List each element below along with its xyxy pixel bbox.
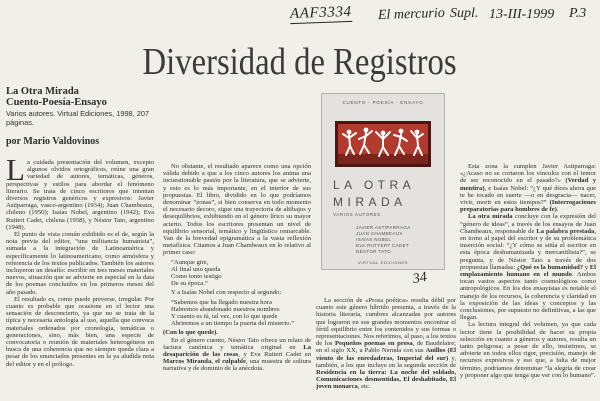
cover-author: NÉSTOR TATO <box>356 249 392 254</box>
article-column-2 <box>163 163 311 397</box>
handwritten-section: Supl. <box>450 6 479 21</box>
cover-author: JAVIER ASTIPARRAGA <box>356 225 411 230</box>
text-run: El resultado es, como puede preverse, irregular. Por cuanto es probable que ocasione en el lector una sensación de desconcierto, ya que no se trata de la típica y necesaria antología al uso, aquella que convoca materiales ordenados por cronología, temáticas o generaciones, sino, más bien, una especie de convocatoria o reunión de materiales heterogéneos en busca de una coherencia que no siempre queda clara a pesar de los enunciados presentes en la ya aludida nota del editor y en el prólogo. <box>6 295 154 368</box>
article-column-1 <box>6 159 154 397</box>
text-run: , de Baudelaire; en el siglo XX, a Pablo Neruda con sus <box>316 340 456 355</box>
verse-line <box>163 259 311 266</box>
cover-publisher: VIRTUAL EDICIONES <box>358 260 408 265</box>
cover-title-line-2: MIRADA <box>333 195 407 209</box>
text-run: Abriremos a un tiempo la puerta del misterio.” <box>171 320 295 328</box>
paragraph <box>163 289 311 296</box>
verse-line <box>163 299 311 306</box>
text-run: Habremos abandonado nuestros nombres <box>171 305 280 313</box>
bold-run: Marcos Miranda, el culpable <box>163 358 246 366</box>
bold-run: La palabra prestada <box>536 227 595 235</box>
cover-author: EVA RUTTERT CADET <box>356 243 410 248</box>
byline: por Mario Valdovinos <box>6 136 100 147</box>
text-run: concluye con la expresión del “género de ideas”, a través de los ensayos de Juan Chambeaux, responsable de <box>460 213 596 235</box>
text-run: y <box>583 263 590 271</box>
paragraph <box>6 159 154 231</box>
verse-line <box>163 313 311 320</box>
text-run: , etc. <box>357 383 371 391</box>
text-run: , en torno al papel del escritor y de su problemática inserción social: “¿Y cómo se sitúa el escritor en esta época deshumanizada y mercantilista?”, se pregunta, y de Néstor Tato a través de dos propuestas llamadas: <box>460 227 596 271</box>
text-run: Como tonto testigo <box>171 273 222 281</box>
article-headline: Diversidad de Registros <box>142 41 458 83</box>
text-run: a cuidada presentación del volumen, excepto algunos olvidos ortográficos, reúne una gran variedad de autores, temáticas, géneros, perspectivas y estilos para abordar el fenómeno literario. Se trata de cinco escritores que intentan diversos registros genéricos y expresivos: Javier Astiparraga, vasco-argentino (1934); Juan Chambeaux, chileno (1950); Isaías Nobel, argentino (1942); Eva Ruttert Cadet, chilena (1958), y Néstor Tato, argentino (1948). <box>6 159 154 231</box>
paragraph <box>460 321 596 379</box>
bold-run: (Con lo que quede). <box>163 329 218 337</box>
text-run: , una muestra de soltura narrativa y de dominio de la anécdota. <box>163 358 311 373</box>
bold-run: Residencia en la tierra: La noche del soldado, Comunicaciones desmentidas, El deshabitado, El joven monarca <box>316 369 456 391</box>
bold-run: Pequeños poemas en prosa <box>334 340 413 348</box>
text-run: , y Eva Ruttert Cadet en <box>238 351 311 359</box>
text-run: y, también, a los que incluye en la segunda sección de <box>316 354 456 369</box>
handwritten-catalog-code: AAF3334 <box>289 3 352 23</box>
verse-line <box>163 280 311 287</box>
cover-author-list <box>356 225 436 255</box>
text-run: La sección de «Prosa poética» resulta débil por cuanto este género híbrido presenta, a través de la historia literaria, cumbres alcanzadas por autores que lograron en sus grandes momentos encontrar el fértil equilibrio entre los contenidos y sus formas o representaciones. Nos referimos, al paso, a los textos de los <box>316 297 456 348</box>
bold-run: La otra mirada <box>468 213 513 221</box>
text-run: , e Isaías Nobel: “¿Y qué dices ahora que te he tocado en suerte —o en desgracia— nacer, vivir, morir en estos tiempos?” <box>460 184 596 207</box>
text-run: “Sabemos que ha llegado nuestra hora <box>171 298 272 306</box>
book-title: La Otra Mirada <box>6 86 79 97</box>
article-column-3 <box>316 297 456 397</box>
verse-line <box>163 320 311 327</box>
text-run: “Aunque gire, <box>171 258 209 266</box>
book-cover-image <box>321 93 445 270</box>
verse-line <box>163 266 311 273</box>
paragraph <box>163 329 311 336</box>
handwritten-newspaper-name: El mercurio <box>377 5 445 24</box>
text-run: Y cuanto es tú, tal vez, con lo que quede <box>171 313 278 321</box>
cover-author: JUAN CHAMBEAUX <box>356 231 403 236</box>
bold-run: Anillos (El viento de las enredaderas, Imperial del sur) <box>316 347 456 362</box>
verse-line <box>163 306 311 313</box>
text-run: . Ambos tocan vastos aspectos tanto cosmológicos como antropológicos. En los dos ensayistas es notable el manejo de los recursos, la coherencia y claridad en la exposición de las ideas y conceptos y las conclusiones, por supuesto no definitivas, a las que llegan. <box>460 271 596 322</box>
paragraph <box>6 231 154 296</box>
handwritten-date: 13-III-1999 <box>489 7 555 22</box>
paragraph <box>163 337 311 373</box>
verse-line <box>163 273 311 280</box>
book-genres: Cuento-Poesía-Ensayo <box>6 97 107 108</box>
cover-author: ISAÍAS NOBEL <box>356 237 392 242</box>
handwritten-page: P.3 <box>569 6 587 21</box>
drop-cap: L <box>6 159 25 187</box>
text-run: Esta zona la cumplen Javier Astiparraga: «¿Acaso no se cortaron los vínculos con el temor de ser reconocido en el pasado?» <box>460 163 596 185</box>
cover-title-line-1: LA OTRA <box>333 178 416 192</box>
text-run: La lectura integral del volumen, ya que cada lector tiene la posibilidad de hacer su propia selección en cuanto a géneros y autores, resulta un tanto peligrosa; a pesar de ello, insistimos, se advierte en todos ellos rigor, precisión, manejo de recursos expresivos y eso que, a falta de mejor término, podríamos denominar “la alegría de crear y proponer algo que tenga que ver con lo humano”. <box>460 321 596 379</box>
text-run: El punto de vista común exhibido es el de, según la nota previa del editor, “una militancia humanista”, sumada a la integración de Latinoamérica y específicamente lo latinoamericano, como atmósfera y referencia de los textos publicados. También los autores incluyeron un desafío: escribir en tres meses materiales nuevos, situación que se advierte en especial en la data de los poemas concluidos en los primeros meses del año pasado. <box>6 231 154 296</box>
handwritten-margin-number: 34 <box>411 269 429 288</box>
paragraph <box>460 213 596 321</box>
cover-artwork-image <box>335 121 431 167</box>
book-details: Varios autores. Virtual Ediciones, 1998, 207 páginas. <box>6 109 150 127</box>
bold-run: ¿Qué es la humanidad? <box>516 263 584 271</box>
text-run: Al final uno queda <box>171 265 221 273</box>
bold-run: La desaparición de las cosas <box>163 343 311 359</box>
paragraph <box>316 297 456 391</box>
text-run: . <box>556 206 559 214</box>
text-run: No obstante, el resultado aparece como una opción válida debido a que a los cinco autores los anima una incuestionable pasión por la literatura, que se advierte, y esto es lo más importante, en el interior de sus propuestas. El libro, dividido en lo que podríamos denominar “zonas”, si bien conserva en todo momento el necesario decoro, sigue una trayectoria de altibajos y desequilibrios, exhibiendo en el género lírico su mayor acierto. Todos los escritores presentan un nivel de equilibrio sensorial, temático y lingüístico remarcable. Van de la brevedad epigramática a la vasta reflexión metafísica. Citamos a Juan Chambeaux en lo relativo al primer caso: <box>163 163 311 257</box>
bold-run: (Interrogaciones preparatorias para hombres de fe) <box>460 199 596 214</box>
paragraph <box>460 163 596 213</box>
cover-subtitle: VARIOS AUTORES <box>333 212 381 217</box>
cover-artwork <box>335 121 431 167</box>
paragraph <box>163 163 311 257</box>
headline-container <box>0 40 600 92</box>
text-run: De su época.” <box>171 280 208 288</box>
bold-run: (Verdad y mentira) <box>460 177 596 192</box>
paragraph <box>6 296 154 368</box>
cover-series-text: CUENTO - POESÍA - ENSAYO <box>342 100 424 105</box>
article-column-4 <box>460 163 596 397</box>
text-run: En el género cuento, Néstor Tato ofrece un relato de factura canónica y temática original en <box>163 336 311 351</box>
bold-run: El emplazamiento humano en el mundo <box>460 263 596 279</box>
text-run: Y a Isaías Nobel con respecto al segundo: <box>171 289 282 297</box>
book-info-header <box>6 86 156 147</box>
